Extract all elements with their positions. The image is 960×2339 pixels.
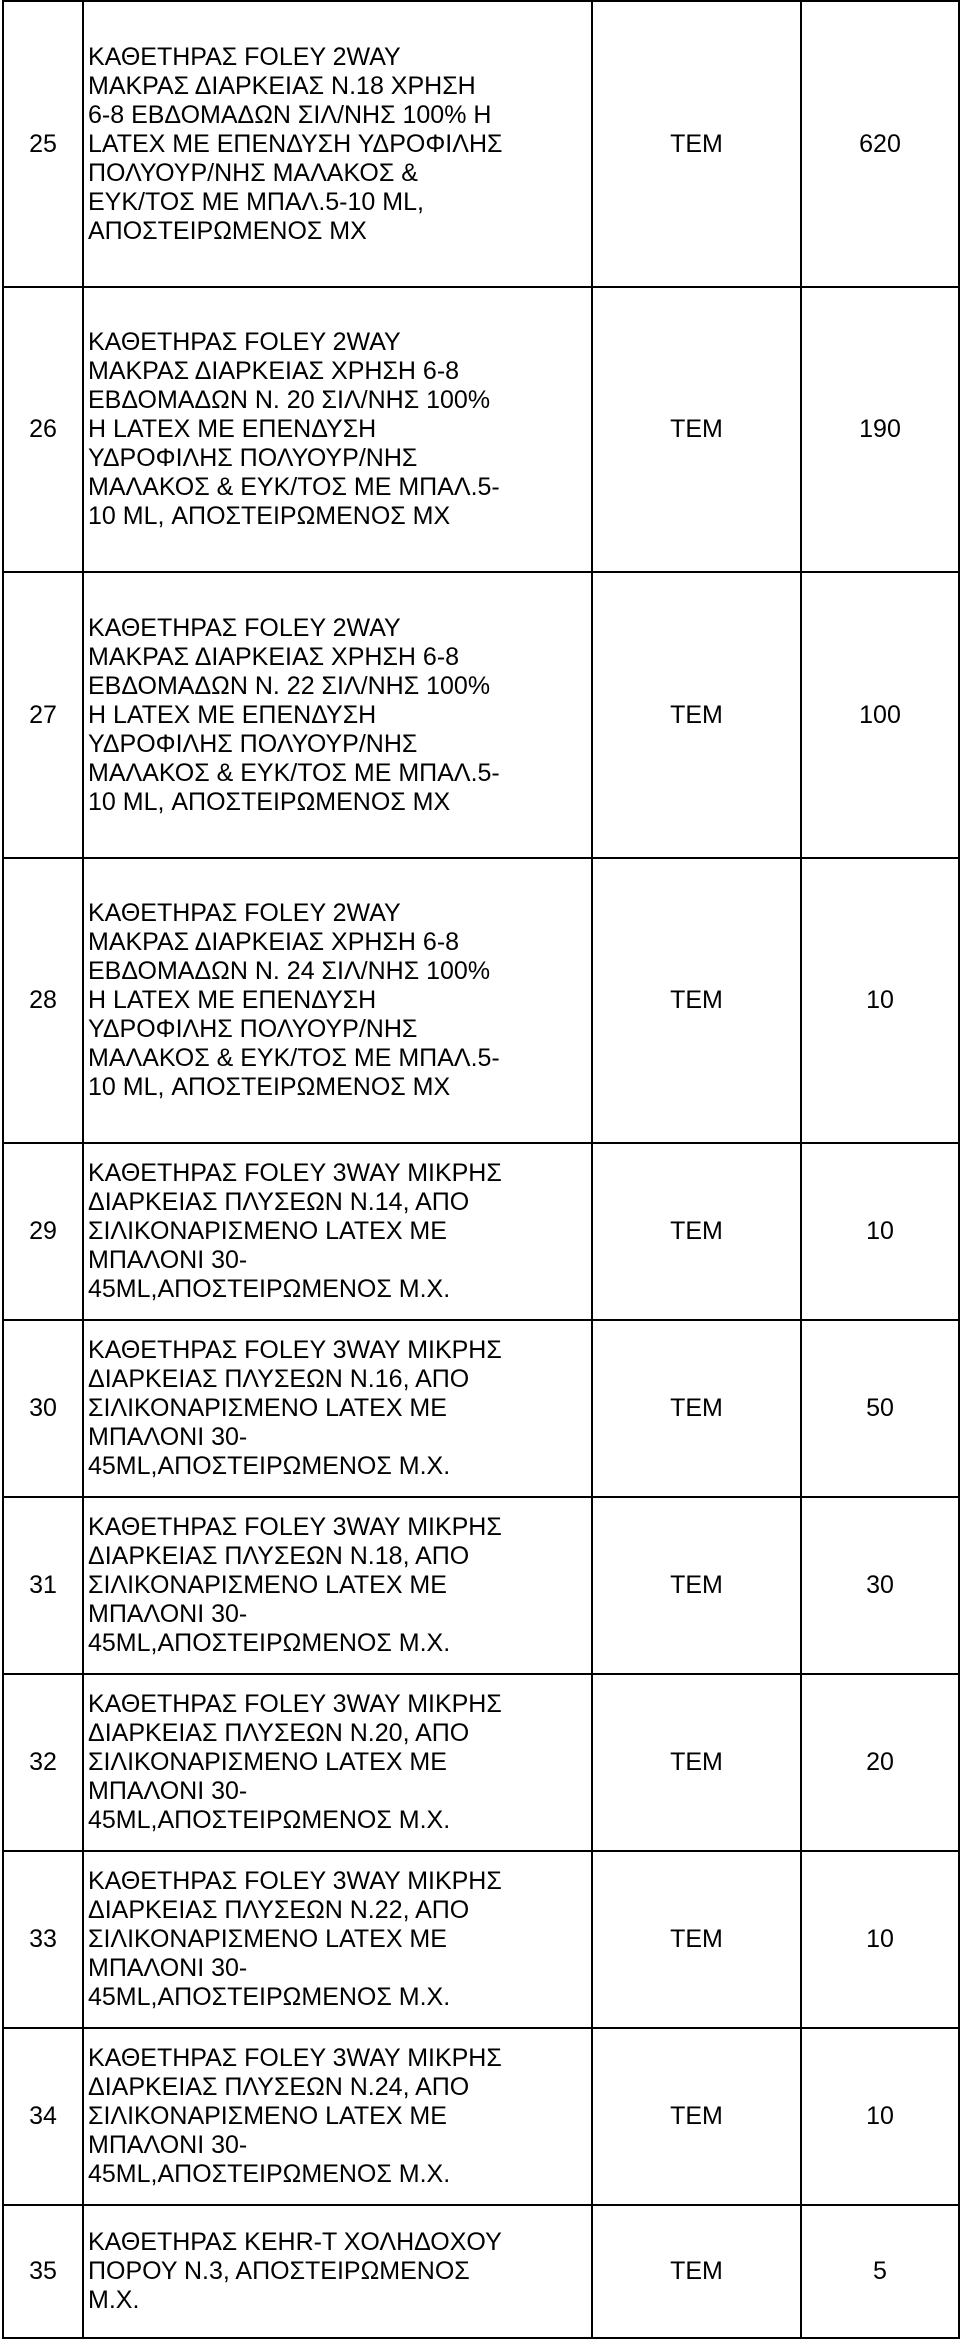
item-quantity: 5	[801, 2205, 959, 2338]
description-line: 10 ML, ΑΠΟΣΤΕΙΡΩΜΕΝΟΣ ΜΧ	[88, 1073, 451, 1101]
description-line: 45ML,ΑΠΟΣΤΕΙΡΩΜΕΝΟΣ Μ.Χ.	[88, 1983, 451, 2011]
item-unit: ΤΕΜ	[592, 1320, 801, 1497]
item-quantity: 620	[801, 1, 959, 287]
description-line: ΚΑΘΕΤΗΡΑΣ KEHR-T ΧΟΛΗΔΟΧΟΥ	[88, 2228, 502, 2256]
item-quantity: 10	[801, 1851, 959, 2028]
table-row	[3, 1143, 959, 1320]
description-line: ΔΙΑΡΚΕΙΑΣ ΠΛΥΣΕΩΝ Ν.22, ΑΠΟ	[88, 1896, 470, 1924]
description-line: ΚΑΘΕΤΗΡΑΣ FOLEY 3WAY ΜΙΚΡΗΣ	[88, 1867, 502, 1895]
description-line: ΜΑΚΡΑΣ ΔΙΑΡΚΕΙΑΣ ΧΡΗΣΗ 6-8	[88, 357, 460, 385]
description-line: 10 ML, ΑΠΟΣΤΕΙΡΩΜΕΝΟΣ ΜΧ	[88, 502, 451, 530]
item-description	[83, 2205, 592, 2338]
description-line: ΔΙΑΡΚΕΙΑΣ ΠΛΥΣΕΩΝ Ν.14, ΑΠΟ	[88, 1188, 470, 1216]
description-line: 10 ML, ΑΠΟΣΤΕΙΡΩΜΕΝΟΣ ΜΧ	[88, 787, 451, 816]
description-line: ΚΑΘΕΤΗΡΑΣ FOLEY 3WAY ΜΙΚΡΗΣ	[88, 1513, 502, 1541]
item-quantity: 10	[801, 2028, 959, 2205]
item-number: 34	[3, 2028, 83, 2205]
description-line: ΜΠΑΛΟΝΙ 30-	[88, 1777, 248, 1805]
item-description	[83, 1674, 592, 1851]
description-line: ΜΑΚΡΑΣ ΔΙΑΡΚΕΙΑΣ ΧΡΗΣΗ 6-8	[88, 642, 460, 671]
description-line: ΜΠΑΛΟΝΙ 30-	[88, 1246, 248, 1274]
item-unit: ΤΕΜ	[592, 1, 801, 287]
description-line: ΚΑΘΕΤΗΡΑΣ FOLEY 2WAY	[88, 42, 401, 71]
description-line: ΚΑΘΕΤΗΡΑΣ FOLEY 3WAY ΜΙΚΡΗΣ	[88, 2044, 502, 2072]
description-line: ΚΑΘΕΤΗΡΑΣ FOLEY 2WAY	[88, 613, 401, 642]
item-quantity: 100	[801, 572, 959, 858]
item-description	[83, 1320, 592, 1497]
item-description	[83, 1143, 592, 1320]
description-line: ΜΑΚΡΑΣ ΔΙΑΡΚΕΙΑΣ ΧΡΗΣΗ 6-8	[88, 928, 460, 956]
description-line: 45ML,ΑΠΟΣΤΕΙΡΩΜΕΝΟΣ Μ.Χ.	[88, 2160, 451, 2188]
items-table-body	[3, 1, 959, 2338]
item-description	[83, 2028, 592, 2205]
description-line: Μ.Χ.	[88, 2286, 140, 2314]
description-line: ΜΑΛΑΚΟΣ & ΕΥΚ/ΤΟΣ ΜΕ ΜΠΑΛ.5-	[88, 758, 500, 787]
description-line: ΚΑΘΕΤΗΡΑΣ FOLEY 2WAY	[88, 328, 401, 356]
item-unit: ΤΕΜ	[592, 2028, 801, 2205]
item-quantity: 50	[801, 1320, 959, 1497]
item-description	[83, 1851, 592, 2028]
item-unit: ΤΕΜ	[592, 572, 801, 858]
description-line: ΜΑΛΑΚΟΣ & ΕΥΚ/ΤΟΣ ΜΕ ΜΠΑΛ.5-	[88, 473, 500, 501]
item-number: 31	[3, 1497, 83, 1674]
table-row	[3, 858, 959, 1143]
description-line: Η LATEX ΜΕ ΕΠΕΝΔΥΣΗ	[88, 415, 377, 443]
description-line: LATEX ΜΕ ΕΠΕΝΔΥΣΗ ΥΔΡΟΦΙΛΗΣ	[88, 129, 503, 158]
description-line: 6-8 ΕΒΔΟΜΑΔΩΝ ΣΙΛ/ΝΗΣ 100% Η	[88, 100, 492, 129]
description-line: Η LATEX ΜΕ ΕΠΕΝΔΥΣΗ	[88, 700, 377, 729]
description-line: ΜΠΑΛΟΝΙ 30-	[88, 1600, 248, 1628]
table-row	[3, 1851, 959, 2028]
item-quantity: 190	[801, 287, 959, 572]
description-line: 45ML,ΑΠΟΣΤΕΙΡΩΜΕΝΟΣ Μ.Χ.	[88, 1275, 451, 1303]
item-number: 27	[3, 572, 83, 858]
description-line: ΣΙΛΙΚΟΝΑΡΙΣΜΕΝΟ LATEX ΜΕ	[88, 1394, 447, 1422]
description-line: ΣΙΛΙΚΟΝΑΡΙΣΜΕΝΟ LATEX ΜΕ	[88, 1217, 447, 1245]
description-line: ΕΥΚ/ΤΟΣ ΜΕ ΜΠΑΛ.5-10 ML,	[88, 187, 424, 216]
description-line: ΥΔΡΟΦΙΛΗΣ ΠΟΛΥΟΥΡ/ΝΗΣ	[88, 444, 418, 472]
item-unit: ΤΕΜ	[592, 1497, 801, 1674]
description-line: ΔΙΑΡΚΕΙΑΣ ΠΛΥΣΕΩΝ Ν.24, ΑΠΟ	[88, 2073, 470, 2101]
description-line: ΕΒΔΟΜΑΔΩΝ Ν. 24 ΣΙΛ/ΝΗΣ 100%	[88, 957, 491, 985]
item-number: 28	[3, 858, 83, 1143]
description-line: ΕΒΔΟΜΑΔΩΝ Ν. 22 ΣΙΛ/ΝΗΣ 100%	[88, 671, 491, 700]
item-quantity: 20	[801, 1674, 959, 1851]
item-description	[83, 287, 592, 572]
description-line: ΔΙΑΡΚΕΙΑΣ ΠΛΥΣΕΩΝ Ν.18, ΑΠΟ	[88, 1542, 470, 1570]
item-quantity: 30	[801, 1497, 959, 1674]
description-line: 45ML,ΑΠΟΣΤΕΙΡΩΜΕΝΟΣ Μ.Χ.	[88, 1806, 451, 1834]
item-quantity: 10	[801, 858, 959, 1143]
description-line: ΜΑΚΡΑΣ ΔΙΑΡΚΕΙΑΣ Ν.18 ΧΡΗΣΗ	[88, 71, 476, 100]
description-line: ΠΟΛΥΟΥΡ/ΝΗΣ ΜΑΛΑΚΟΣ &	[88, 158, 418, 187]
description-line: ΣΙΛΙΚΟΝΑΡΙΣΜΕΝΟ LATEX ΜΕ	[88, 2102, 447, 2130]
item-quantity: 10	[801, 1143, 959, 1320]
description-line: ΣΙΛΙΚΟΝΑΡΙΣΜΕΝΟ LATEX ΜΕ	[88, 1925, 447, 1953]
description-line: ΥΔΡΟΦΙΛΗΣ ΠΟΛΥΟΥΡ/ΝΗΣ	[88, 729, 418, 758]
description-line: ΚΑΘΕΤΗΡΑΣ FOLEY 2WAY	[88, 899, 401, 927]
description-line: ΥΔΡΟΦΙΛΗΣ ΠΟΛΥΟΥΡ/ΝΗΣ	[88, 1015, 418, 1043]
item-description	[83, 1497, 592, 1674]
description-line: ΣΙΛΙΚΟΝΑΡΙΣΜΕΝΟ LATEX ΜΕ	[88, 1748, 447, 1776]
item-number: 33	[3, 1851, 83, 2028]
item-unit: ΤΕΜ	[592, 287, 801, 572]
item-number: 32	[3, 1674, 83, 1851]
item-description	[83, 858, 592, 1143]
description-line: ΚΑΘΕΤΗΡΑΣ FOLEY 3WAY ΜΙΚΡΗΣ	[88, 1690, 502, 1718]
table-row	[3, 1674, 959, 1851]
items-table	[2, 0, 960, 2339]
item-number: 26	[3, 287, 83, 572]
table-row	[3, 572, 959, 858]
item-number: 35	[3, 2205, 83, 2338]
item-number: 29	[3, 1143, 83, 1320]
description-line: 45ML,ΑΠΟΣΤΕΙΡΩΜΕΝΟΣ Μ.Χ.	[88, 1629, 451, 1657]
item-unit: ΤΕΜ	[592, 1851, 801, 2028]
item-unit: ΤΕΜ	[592, 858, 801, 1143]
description-line: ΣΙΛΙΚΟΝΑΡΙΣΜΕΝΟ LATEX ΜΕ	[88, 1571, 447, 1599]
description-line: ΜΠΑΛΟΝΙ 30-	[88, 2131, 248, 2159]
description-line: Η LATEX ΜΕ ΕΠΕΝΔΥΣΗ	[88, 986, 377, 1014]
description-line: ΠΟΡΟΥ Ν.3, ΑΠΟΣΤΕΙΡΩΜΕΝΟΣ	[88, 2257, 470, 2285]
table-row	[3, 287, 959, 572]
table-row	[3, 2205, 959, 2338]
item-unit: ΤΕΜ	[592, 2205, 801, 2338]
table-row	[3, 1320, 959, 1497]
table-row	[3, 1497, 959, 1674]
item-number: 25	[3, 1, 83, 287]
item-description	[83, 572, 592, 858]
item-unit: ΤΕΜ	[592, 1143, 801, 1320]
description-line: ΜΑΛΑΚΟΣ & ΕΥΚ/ΤΟΣ ΜΕ ΜΠΑΛ.5-	[88, 1044, 500, 1072]
description-line: ΚΑΘΕΤΗΡΑΣ FOLEY 3WAY ΜΙΚΡΗΣ	[88, 1336, 502, 1364]
description-line: 45ML,ΑΠΟΣΤΕΙΡΩΜΕΝΟΣ Μ.Χ.	[88, 1452, 451, 1480]
item-description	[83, 1, 592, 287]
table-row	[3, 1, 959, 287]
description-line: ΔΙΑΡΚΕΙΑΣ ΠΛΥΣΕΩΝ Ν.20, ΑΠΟ	[88, 1719, 470, 1747]
description-line: ΔΙΑΡΚΕΙΑΣ ΠΛΥΣΕΩΝ Ν.16, ΑΠΟ	[88, 1365, 470, 1393]
description-line: ΑΠΟΣΤΕΙΡΩΜΕΝΟΣ ΜΧ	[88, 216, 367, 245]
description-line: ΕΒΔΟΜΑΔΩΝ Ν. 20 ΣΙΛ/ΝΗΣ 100%	[88, 386, 491, 414]
description-line: ΜΠΑΛΟΝΙ 30-	[88, 1423, 248, 1451]
description-line: ΚΑΘΕΤΗΡΑΣ FOLEY 3WAY ΜΙΚΡΗΣ	[88, 1159, 502, 1187]
description-line: ΜΠΑΛΟΝΙ 30-	[88, 1954, 248, 1982]
table-row	[3, 2028, 959, 2205]
item-number: 30	[3, 1320, 83, 1497]
item-unit: ΤΕΜ	[592, 1674, 801, 1851]
